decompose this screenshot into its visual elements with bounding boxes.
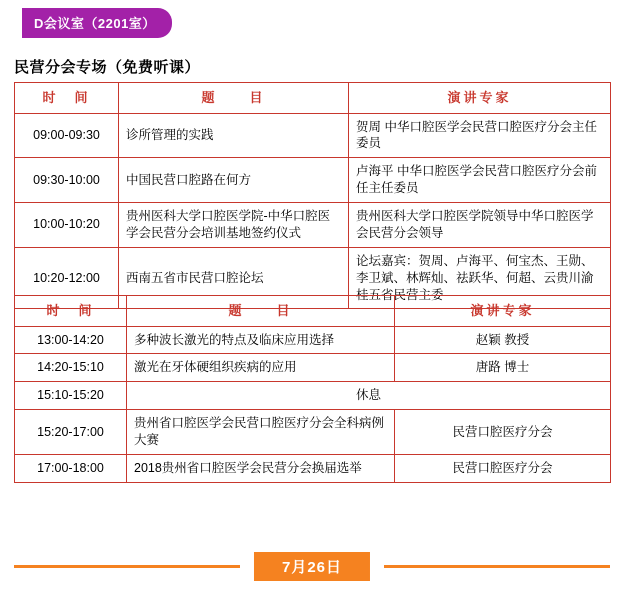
page-title: 民营分会专场（免费听课） (14, 59, 201, 76)
cell-time: 10:00-10:20 (15, 203, 119, 248)
cell-time: 15:10-15:20 (15, 382, 127, 410)
cell-topic: 西南五省市民营口腔论坛 (119, 247, 349, 309)
cell-speaker: 民营口腔医疗分会 (395, 454, 611, 482)
cell-time: 17:00-18:00 (15, 454, 127, 482)
footer-date-banner (0, 552, 624, 580)
footer-rule-right (384, 565, 610, 568)
table-row (15, 158, 611, 203)
cell-speaker: 贵州医科大学口腔医学院领导中华口腔医学会民营分会领导 (349, 203, 611, 248)
cell-topic: 2018贵州省口腔医学会民营分会换届选举 (127, 454, 395, 482)
cell-time: 13:00-14:20 (15, 326, 127, 354)
column-header-speaker: 演讲专家 (395, 296, 611, 327)
table-row (15, 454, 611, 482)
cell-break-label: 休息 (127, 382, 611, 410)
schedule-table-morning (14, 82, 611, 309)
table-row (15, 354, 611, 382)
column-header-time: 时 间 (15, 83, 119, 114)
cell-time: 09:30-10:00 (15, 158, 119, 203)
column-header-topic: 题 目 (127, 296, 395, 327)
table-row-break (15, 382, 611, 410)
table-row (15, 203, 611, 248)
cell-speaker: 唐路 博士 (395, 354, 611, 382)
cell-topic: 激光在牙体硬组织疾病的应用 (127, 354, 395, 382)
schedule-table-afternoon (14, 295, 611, 483)
column-header-topic: 题 目 (119, 83, 349, 114)
room-badge: D会议室（2201室） (22, 8, 172, 38)
table-header-row (15, 296, 611, 327)
table-header-row (15, 83, 611, 114)
cell-topic: 贵州省口腔医学会民营口腔医疗分会全科病例大赛 (127, 410, 395, 455)
cell-time: 15:20-17:00 (15, 410, 127, 455)
table-row (15, 410, 611, 455)
cell-topic: 诊所管理的实践 (119, 113, 349, 158)
cell-topic: 贵州医科大学口腔医学院-中华口腔医学会民营分会培训基地签约仪式 (119, 203, 349, 248)
cell-speaker: 卢海平 中华口腔医学会民营口腔医疗分会前任主任委员 (349, 158, 611, 203)
footer-rule-left (14, 565, 240, 568)
cell-speaker: 贺周 中华口腔医学会民营口腔医疗分会主任委员 (349, 113, 611, 158)
table-row (15, 113, 611, 158)
column-header-speaker: 演讲专家 (349, 83, 611, 114)
footer-date-label: 7月26日 (254, 552, 370, 581)
column-header-time: 时 间 (15, 296, 127, 327)
cell-time: 10:20-12:00 (15, 247, 119, 309)
cell-time: 09:00-09:30 (15, 113, 119, 158)
cell-time: 14:20-15:10 (15, 354, 127, 382)
cell-speaker: 民营口腔医疗分会 (395, 410, 611, 455)
table-row (15, 326, 611, 354)
cell-topic: 中国民营口腔路在何方 (119, 158, 349, 203)
cell-speaker: 赵颖 教授 (395, 326, 611, 354)
cell-topic: 多种波长激光的特点及临床应用选择 (127, 326, 395, 354)
cell-speaker: 论坛嘉宾：贺周、卢海平、何宝杰、王勋、李卫斌、林辉灿、祛跃华、何超、云贵川渝桂五省民营主委 (349, 247, 611, 309)
